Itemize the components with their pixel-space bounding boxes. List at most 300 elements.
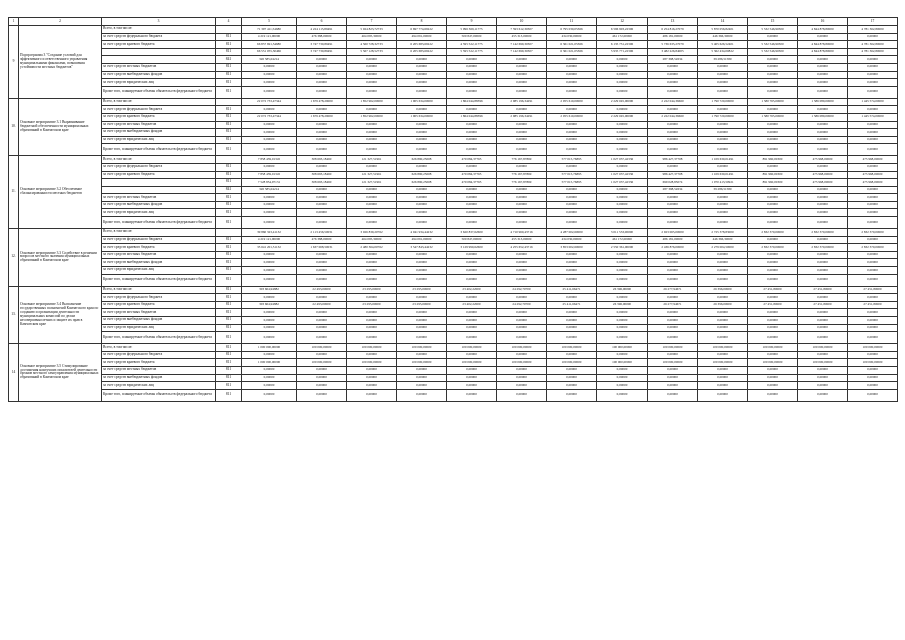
amount-cell: 475 968,00000 (798, 179, 848, 187)
table-row (9, 217, 898, 229)
amount-cell: 6 205 683,69222 (397, 41, 447, 49)
amount-cell: 0,00000 (447, 63, 497, 71)
amount-cell: 39 286,51580 (698, 56, 748, 64)
amount-cell: 27 451,80000 (798, 301, 848, 309)
amount-cell: 2 832 370,00000 (848, 229, 898, 237)
amount-cell: 3 011 533,00000 (597, 229, 648, 237)
amount-cell: 0,00000 (798, 136, 848, 144)
table-row (9, 48, 898, 56)
amount-cell: 0,00000 (748, 201, 798, 209)
amount-cell: 0,00000 (597, 56, 648, 64)
amount-cell: 4 219 121,90000 (242, 236, 297, 244)
amount-cell: 0,00000 (648, 366, 698, 374)
table-row (9, 129, 898, 137)
row-number: 13. (9, 286, 19, 344)
budget-code: 811 (216, 136, 242, 144)
budget-code: 811 (216, 41, 242, 49)
amount-cell: 0,00000 (297, 267, 347, 275)
amount-cell: 0,00000 (848, 217, 898, 229)
amount-cell: 0,00000 (698, 324, 748, 332)
amount-cell: 0,00000 (297, 294, 347, 302)
amount-cell: 0,00000 (242, 63, 297, 71)
amount-cell: 0,00000 (447, 71, 497, 79)
amount-cell: 0,00000 (347, 382, 397, 390)
table-row (9, 267, 898, 275)
amount-cell: 1 000 000,00000 (242, 344, 297, 352)
amount-cell: 0,00000 (297, 56, 347, 64)
amount-cell: 0,00000 (297, 259, 347, 267)
program-name: Основное мероприятие 3.1 Выравнивание бюджетной обеспеченности муниципальных образований в Камчатском крае (19, 98, 102, 156)
funding-source-label: за счет средств краевого бюджета (102, 113, 216, 121)
amount-cell: 776 167,87869 (497, 171, 547, 179)
funding-source-label: Кроме того, планируемые объемы обязательств федерального бюджета (102, 274, 216, 286)
amount-cell: 26 396,00000 (597, 286, 648, 294)
amount-cell: 0,00000 (347, 259, 397, 267)
amount-cell: 4 781 362,80000 (848, 48, 898, 56)
amount-cell: 0,00000 (798, 63, 848, 71)
amount-cell: 0,00000 (698, 251, 748, 259)
amount-cell: 2 055 610,00000 (547, 113, 597, 121)
amount-cell: 0,00000 (447, 267, 497, 275)
amount-cell: 0,00000 (347, 79, 397, 87)
amount-cell: 0,00000 (648, 106, 698, 114)
amount-cell: 0,00000 (397, 56, 447, 64)
amount-cell: 494 091,00000 (397, 33, 447, 41)
amount-cell: 7 858 439,01345 (242, 156, 297, 164)
funding-source-label: за счет средств федерального бюджета (102, 163, 216, 171)
budget-code: 811 (216, 374, 242, 382)
amount-cell: 0,00000 (547, 374, 597, 382)
amount-cell: 0,00000 (848, 163, 898, 171)
amount-cell: 0,00000 (547, 79, 597, 87)
amount-cell: 0,00000 (848, 251, 898, 259)
funding-source-label: Всего, в том числе: (102, 229, 216, 237)
table-row (9, 194, 898, 202)
table-row (9, 86, 898, 98)
amount-cell: 626 890,25008 (397, 156, 447, 164)
amount-cell: 0,00000 (798, 294, 848, 302)
amount-cell: 1 070 413,50921 (698, 179, 748, 187)
budget-code: 811 (216, 209, 242, 217)
amount-cell: 0,00000 (297, 209, 347, 217)
amount-cell: 27 451,80000 (848, 286, 898, 294)
amount-cell: 0,00000 (648, 121, 698, 129)
amount-cell: 0,00000 (297, 274, 347, 286)
amount-cell: 577 015,76895 (547, 156, 597, 164)
budget-code: 811 (216, 351, 242, 359)
amount-cell: 0,00000 (698, 309, 748, 317)
amount-cell: 0,00000 (698, 144, 748, 156)
amount-cell: 0,00000 (798, 366, 848, 374)
amount-cell: 0,00000 (547, 317, 597, 325)
amount-cell: 0,00000 (848, 309, 898, 317)
budget-code: 811 (216, 163, 242, 171)
table-row (9, 33, 898, 41)
amount-cell: 0,00000 (347, 294, 397, 302)
amount-cell: 121 327,51961 (347, 171, 397, 179)
amount-cell: 0,00000 (748, 366, 798, 374)
column-number-6: 6 (297, 18, 347, 26)
amount-cell: 0,00000 (297, 217, 347, 229)
amount-cell: 0,00000 (698, 106, 748, 114)
amount-cell: 1 586 089,00000 (798, 98, 848, 106)
funding-source-label: за счет средств федерального бюджета (102, 33, 216, 41)
amount-cell: 0,00000 (748, 209, 798, 217)
amount-cell: 22 072 733,47344 (242, 113, 297, 121)
amount-cell: 0,00000 (242, 324, 297, 332)
row-number: 11. (9, 156, 19, 229)
amount-cell: 0,00000 (597, 186, 648, 194)
amount-cell: 4 844 878,80000 (798, 26, 848, 34)
amount-cell: 0,00000 (397, 194, 447, 202)
amount-cell: 0,00000 (497, 194, 547, 202)
amount-cell: 27 451,80000 (748, 301, 798, 309)
budget-code (216, 26, 242, 34)
amount-cell: 0,00000 (848, 332, 898, 344)
funding-source-label: Кроме того, планируемые объемы обязательств федерального бюджета (102, 86, 216, 98)
amount-cell: 0,00000 (597, 194, 648, 202)
amount-cell: 22 072 733,47344 (242, 98, 297, 106)
amount-cell: 0,00000 (597, 129, 648, 137)
table-row (9, 209, 898, 217)
amount-cell: 0,00000 (648, 259, 698, 267)
amount-cell: 0,00000 (648, 136, 698, 144)
funding-source-label (102, 179, 216, 187)
amount-cell: 71 397 411,54680 (242, 26, 297, 34)
row-number: 14 (9, 344, 19, 402)
amount-cell: 22 493,00000 (297, 301, 347, 309)
amount-cell: 100 000,00000 (698, 359, 748, 367)
amount-cell: 100 000,00000 (597, 344, 648, 352)
amount-cell: 4 255 652,43716 (497, 244, 547, 252)
amount-cell: 0,00000 (547, 332, 597, 344)
funding-source-label: Всего, в том числе: (102, 344, 216, 352)
amount-cell: 5 870 056,82401 (698, 26, 748, 34)
table-row (9, 359, 898, 367)
amount-cell: 0,00000 (397, 186, 447, 194)
amount-cell: 0,00000 (397, 106, 447, 114)
column-number-4: 4 (216, 18, 242, 26)
amount-cell: 4 595 522,11775 (447, 41, 497, 49)
column-number-13: 13 (648, 18, 698, 26)
budget-table (8, 17, 898, 402)
amount-cell: 0,00000 (447, 79, 497, 87)
amount-cell: 0,00000 (347, 366, 397, 374)
amount-cell: 0,00000 (447, 121, 497, 129)
amount-cell: 626 890,25008 (397, 179, 447, 187)
amount-cell: 0,00000 (297, 186, 347, 194)
amount-cell: 891 960,00300 (748, 171, 798, 179)
amount-cell: 0,00000 (242, 71, 297, 79)
amount-cell: 0,00000 (798, 194, 848, 202)
amount-cell: 308 693,18460 (297, 171, 347, 179)
amount-cell: 0,00000 (497, 366, 547, 374)
amount-cell: 0,00000 (397, 366, 447, 374)
amount-cell: 0,00000 (397, 294, 447, 302)
amount-cell: 0,00000 (698, 389, 748, 401)
amount-cell: 0,00000 (297, 63, 347, 71)
amount-cell: 0,00000 (447, 251, 497, 259)
amount-cell: 0,00000 (297, 351, 347, 359)
amount-cell: 3 853 002,60000 (547, 244, 597, 252)
amount-cell: 0,00000 (447, 106, 497, 114)
amount-cell: 0,00000 (497, 63, 547, 71)
amount-cell: 0,00000 (447, 366, 497, 374)
amount-cell: 2 832 370,00000 (848, 244, 898, 252)
amount-cell: 0,00000 (297, 324, 347, 332)
amount-cell: 0,00000 (798, 79, 848, 87)
amount-cell: 0,00000 (798, 236, 848, 244)
funding-source-label: за счет средств юридических лиц (102, 209, 216, 217)
amount-cell: 0,00000 (848, 382, 898, 390)
amount-cell: 0,00000 (397, 332, 447, 344)
amount-cell: 470 084,37765 (447, 171, 497, 179)
amount-cell: 0,00000 (547, 186, 597, 194)
amount-cell: 0,00000 (447, 217, 497, 229)
amount-cell: 121 327,51961 (347, 179, 397, 187)
amount-cell: 4 781 362,80000 (848, 26, 898, 34)
amount-cell: 0,00000 (848, 366, 898, 374)
amount-cell: 0,00000 (242, 129, 297, 137)
amount-cell: 0,00000 (547, 121, 597, 129)
amount-cell: 100 000,00000 (497, 344, 547, 352)
amount-cell: 0,00000 (547, 267, 597, 275)
amount-cell: 5 532 546,90300 (748, 48, 798, 56)
amount-cell: 0,00000 (242, 317, 297, 325)
amount-cell: 7 142 699,30307 (497, 48, 547, 56)
amount-cell: 6 361 021,05366 (547, 48, 597, 56)
amount-cell: 100 000,00000 (447, 344, 497, 352)
amount-cell: 0,00000 (397, 389, 447, 401)
amount-cell: 0,00000 (242, 201, 297, 209)
table-row (9, 274, 898, 286)
budget-code: 811 (216, 217, 242, 229)
amount-cell: 6 795 030,05366 (547, 26, 597, 34)
funding-source-label: Всего, в том числе: (102, 156, 216, 164)
amount-cell: 0,00000 (748, 274, 798, 286)
amount-cell: 0,00000 (597, 324, 648, 332)
amount-cell: 0,00000 (748, 317, 798, 325)
column-number-2: 2 (19, 18, 102, 26)
amount-cell: 0,00000 (798, 56, 848, 64)
amount-cell: 0,00000 (497, 106, 547, 114)
amount-cell: 5 532 546,90300 (748, 26, 798, 34)
amount-cell: 0,00000 (848, 201, 898, 209)
funding-source-label: за счет средств внебюджетных фондов (102, 259, 216, 267)
amount-cell: 0,00000 (848, 63, 898, 71)
amount-cell: 0,00000 (648, 274, 698, 286)
amount-cell: 0,00000 (698, 259, 748, 267)
funding-source-label: за счет средств краевого бюджета (102, 41, 216, 49)
amount-cell: 7 858 439,01345 (242, 171, 297, 179)
amount-cell: 0,00000 (447, 186, 497, 194)
amount-cell: 27 451,80000 (798, 286, 848, 294)
amount-cell: 0,00000 (648, 294, 698, 302)
amount-cell: 0,00000 (242, 389, 297, 401)
amount-cell: 0,00000 (698, 79, 748, 87)
amount-cell: 0,00000 (748, 194, 798, 202)
amount-cell: 470 084,37765 (447, 156, 497, 164)
amount-cell: 776 167,87869 (497, 179, 547, 187)
amount-cell: 0,00000 (297, 144, 347, 156)
table-row (9, 317, 898, 325)
amount-cell: 0,00000 (547, 259, 597, 267)
amount-cell: 0,00000 (497, 309, 547, 317)
table-row (9, 179, 898, 187)
amount-cell: 0,00000 (798, 209, 848, 217)
amount-cell: 0,00000 (347, 71, 397, 79)
amount-cell: 0,00000 (297, 201, 347, 209)
table-row (9, 156, 898, 164)
amount-cell: 0,00000 (397, 324, 447, 332)
budget-code: 811 (216, 106, 242, 114)
amount-cell: 2 436 876,00000 (648, 244, 698, 252)
amount-cell: 0,00000 (242, 217, 297, 229)
amount-cell: 0,00000 (848, 259, 898, 267)
amount-cell: 0,00000 (497, 217, 547, 229)
amount-cell: 26 396,00000 (698, 286, 748, 294)
budget-code: 811 (216, 113, 242, 121)
amount-cell: 100 000,00000 (848, 359, 898, 367)
funding-source-label: Всего, в том числе: (102, 98, 216, 106)
amount-cell: 0,00000 (748, 71, 798, 79)
amount-cell: 0,00000 (297, 163, 347, 171)
amount-cell: 0,00000 (597, 274, 648, 286)
funding-source-label: Кроме того, планируемые объемы обязательств федерального бюджета (102, 217, 216, 229)
amount-cell: 0,00000 (297, 194, 347, 202)
amount-cell: 0,00000 (242, 121, 297, 129)
funding-source-label: за счет средств федерального бюджета (102, 351, 216, 359)
amount-cell: 23 295,00000 (397, 286, 447, 294)
amount-cell: 0,00000 (597, 71, 648, 79)
amount-cell: 577 015,76895 (547, 179, 597, 187)
table-row (9, 301, 898, 309)
amount-cell: 0,00000 (597, 251, 648, 259)
amount-cell: 0,00000 (347, 251, 397, 259)
amount-cell: 0,00000 (497, 251, 547, 259)
budget-code: 811 (216, 236, 242, 244)
amount-cell: 0,00000 (848, 106, 898, 114)
amount-cell: 0,00000 (297, 317, 347, 325)
budget-code (216, 156, 242, 164)
amount-cell: 0,00000 (848, 33, 898, 41)
amount-cell: 0,00000 (547, 294, 597, 302)
amount-cell: 26 396,00000 (597, 301, 648, 309)
amount-cell: 626 890,25008 (397, 171, 447, 179)
amount-cell: 0,00000 (848, 267, 898, 275)
amount-cell: 0,00000 (547, 86, 597, 98)
amount-cell: 22 493,00000 (297, 286, 347, 294)
table-row (9, 71, 898, 79)
amount-cell: 0,00000 (748, 163, 798, 171)
amount-cell: 0,00000 (547, 324, 597, 332)
amount-cell: 0,00000 (698, 63, 748, 71)
funding-source-label: за счет средств внебюджетных фондов (102, 317, 216, 325)
amount-cell: 100 000,00000 (748, 344, 798, 352)
program-name: Основное мероприятие 3.5 Стимулирование достижения наилучших показателей деятельности органов местного самоуправления муниципальных образований в Камчатском крае (19, 344, 102, 402)
amount-cell: 0,00000 (297, 121, 347, 129)
budget-code: 811 (216, 366, 242, 374)
funding-source-label: Кроме того, планируемые объемы обязательств федерального бюджета (102, 389, 216, 401)
amount-cell: 0,00000 (648, 382, 698, 390)
amount-cell: 0,00000 (698, 317, 748, 325)
amount-cell: 0,00000 (347, 129, 397, 137)
amount-cell: 0,00000 (397, 267, 447, 275)
amount-cell: 4 224 115,89491 (297, 26, 347, 34)
amount-cell: 0,00000 (597, 209, 648, 217)
amount-cell: 26 277,94671 (648, 301, 698, 309)
amount-cell: 0,00000 (347, 309, 397, 317)
budget-code: 811 (216, 267, 242, 275)
table-row (9, 121, 898, 129)
amount-cell: 0,00000 (748, 251, 798, 259)
amount-cell: 0,00000 (547, 129, 597, 137)
amount-cell: 0,00000 (698, 294, 748, 302)
amount-cell: 0,00000 (497, 382, 547, 390)
table-row (9, 294, 898, 302)
amount-cell: 0,00000 (798, 251, 848, 259)
funding-source-label (102, 48, 216, 56)
amount-cell: 434 030,00000 (547, 33, 597, 41)
amount-cell: 100 000,00000 (547, 344, 597, 352)
amount-cell: 475 968,00000 (798, 171, 848, 179)
amount-cell: 5 362 434,00822 (698, 48, 748, 56)
funding-source-label: за счет средств краевого бюджета (102, 359, 216, 367)
funding-source-label: за счет средств краевого бюджета (102, 171, 216, 179)
amount-cell: 0,00000 (547, 351, 597, 359)
amount-cell: 0,00000 (748, 267, 798, 275)
budget-code: 811 (216, 63, 242, 71)
amount-cell: 2 229 045,00000 (597, 113, 648, 121)
table-row (9, 229, 898, 237)
budget-code: 841 (216, 56, 242, 64)
amount-cell: 0,00000 (848, 389, 898, 401)
amount-cell: 0,00000 (242, 259, 297, 267)
amount-cell: 0,00000 (798, 267, 848, 275)
amount-cell: 7 142 699,30307 (497, 41, 547, 49)
row-number: 9 (9, 26, 19, 99)
amount-cell: 0,00000 (497, 389, 547, 401)
funding-source-label: за счет средств федерального бюджета (102, 294, 216, 302)
amount-cell: 475 968,00000 (848, 156, 898, 164)
amount-cell: 0,00000 (648, 86, 698, 98)
amount-cell: 0,00000 (648, 267, 698, 275)
amount-cell: 0,00000 (447, 136, 497, 144)
amount-cell: 0,00000 (848, 236, 898, 244)
amount-cell: 23 402,22000 (447, 301, 497, 309)
amount-cell: 0,00000 (848, 86, 898, 98)
amount-cell: 0,00000 (297, 332, 347, 344)
amount-cell: 100 000,00000 (597, 359, 648, 367)
amount-cell: 0,00000 (748, 56, 798, 64)
budget-code: 811 (216, 251, 242, 259)
funding-source-label (102, 56, 216, 64)
budget-code: 811 (216, 194, 242, 202)
budget-code: 811 (216, 86, 242, 98)
amount-cell: 0,00000 (447, 374, 497, 382)
amount-cell: 308 693,18460 (297, 156, 347, 164)
amount-cell: 0,00000 (597, 374, 648, 382)
column-number-16: 16 (798, 18, 848, 26)
amount-cell: 26 396,00000 (698, 301, 748, 309)
amount-cell: 39 286,51580 (698, 186, 748, 194)
amount-cell: 1 580 765,00000 (748, 98, 798, 106)
amount-cell: 0,00000 (748, 374, 798, 382)
table-row (9, 309, 898, 317)
table-row (9, 389, 898, 401)
amount-cell: 0,00000 (648, 194, 698, 202)
amount-cell: 0,00000 (798, 317, 848, 325)
